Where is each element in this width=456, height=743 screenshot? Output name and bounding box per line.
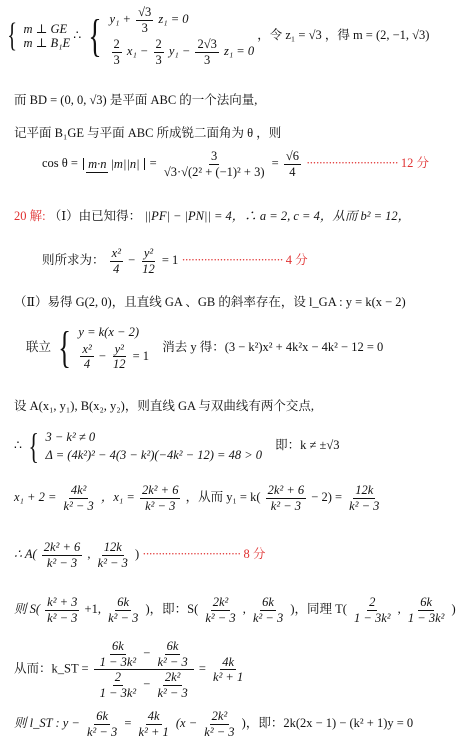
- cos-theta-line: cos θ = m·n |m||n| = $\frac{3}{\text{√3·√(2² + (−1)² + 3)}}$ = $\frac{√6}{4}$ ····························· 12 分: [42, 149, 430, 179]
- equation-2: $\frac{2}{3}$ x₁ − $\frac{2}{3}$ y₁ − $\frac{2√3}{3}$ z₁ = 0: [113, 37, 255, 67]
- q20-label: 20 解:: [14, 209, 46, 223]
- perp-condition-ge: m ⊥ GE: [23, 21, 68, 36]
- set-points-line: 设 A(x₁, y₁), B(x₂, y₂)，则直线 GA 与双曲线有两个交点,: [14, 399, 315, 413]
- discriminant-conditions: ∴ { 3 − k² ≠ 0 Δ = (4k²)² − 4(3 − k²)(−4k² − 12) = 48 > 0 即：k ≠ ±√3: [14, 426, 340, 466]
- eliminate-y: 消去 y 得：(3 − k²)x² + 4k²x − 4k² − 12 = 0: [162, 340, 384, 355]
- equation-1: y₁ + $\frac{√3}{3}$ z₁ = 0: [109, 5, 189, 35]
- point-a-line: ∴ A( $\frac{\text{2k² + 6}}{\text{k² − 3}}$ , $\frac{12k}{\text{k² − 3}}$ ) ······························· 8 分: [14, 540, 266, 570]
- q20-part1-line: 20 解: （Ⅰ）由已知得： ||PF| − |PN|| = 4，∴ a = 2, c = 4，从而 b² = 12，: [14, 209, 411, 223]
- x1-y1-derivation: x₁ + 2 = $\frac{\text{4k²}}{\text{k² − 3}}$ ，x₁ = $\frac{\text{2k² + 6}}{\text{k² − 3}}$ ，从而 y₁ = k( $\frac{\text{2k² + 6}}{\text{k² − 3}}$ − 2) = $\frac{12k}{\text{k² − 3}}$: [14, 483, 380, 513]
- slope-st-line: 从而：k_ST = $\frac{6k}{\text{1 − 3k²}}$ − $\frac{6k}{\text{k² − 3}}$ $\frac{2}{\text{1 − 3k²}}$ − $\frac{\text{2k²}}{\text{k² − 3}}$ = $\frac{4k}{\text{k² + 1}}$: [14, 639, 244, 700]
- score-12: 12 分: [400, 155, 430, 170]
- score-8: 8 分: [243, 546, 266, 561]
- simultaneous-equations: 联立 { y = k(x − 2) $\frac{\text{x²}}{4}$ − $\frac{\text{y²}}{12}$ = 1 消去 y 得：(3 − k²)x² + 4k²x − 4k² − 12 = 0: [26, 323, 384, 373]
- perp-condition-b1e: m ⊥ B₁E: [23, 36, 71, 50]
- points-s-t-line: 则 S( $\frac{\text{k² + 3}}{\text{k² − 3}}$ +1, $\frac{6k}{\text{k² − 3}}$ )，即：S( $\frac{\text{2k²}}{\text{k² − 3}}$ , $\frac{6k}{\text{k² − 3}}$ )，同理 T( $\frac{2}{\text{1 − 3k²}}$ , $\frac{6k}{\text{1 − 3k²}}$ ): [14, 595, 456, 625]
- dihedral-angle-line: 记平面 B₁GE 与平面 ABC 所成锐二面角为 θ ，则: [14, 126, 282, 140]
- part2-line: （Ⅱ）易得 G(2, 0)，且直线 GA 、GB 的斜率存在，设 l_GA : y = k(x − 2): [14, 295, 406, 309]
- hyperbola-equation-line: 则所求为： $\frac{\text{x²}}{4}$ − $\frac{\text{y²}}{12}$ = 1 ································ 4 分: [42, 246, 308, 276]
- score-4: 4 分: [285, 252, 308, 267]
- let-z1-result: ，令 z₁ = √3 ，得 m = (2, −1, √3): [257, 27, 430, 42]
- line-st-equation: 则 l_ST : y − $\frac{6k}{\text{k² − 3}}$ = $\frac{4k}{\text{k² + 1}}$ (x − $\frac{\text{2k²}}{\text{k² − 3}}$ )，即：2k(2x − 1) − (k² + 1)y = 0: [14, 709, 414, 739]
- bd-normal-vector-line: 而 BD = (0, 0, √3) 是平面 ABC 的一个法向量,: [14, 93, 258, 107]
- normal-vector-system: { m ⊥ GE m ⊥ B₁E ∴ { y₁ + $\frac{√3}{3}$ z₁ = 0 $\frac{2}{3}$ x₁ − $\frac{2}{3}$ y₁ − $\frac{2√3}{3}$ z₁ = 0 ，令 z₁ = √3 ，得 m = (2, −1, √3): [7, 5, 430, 67]
